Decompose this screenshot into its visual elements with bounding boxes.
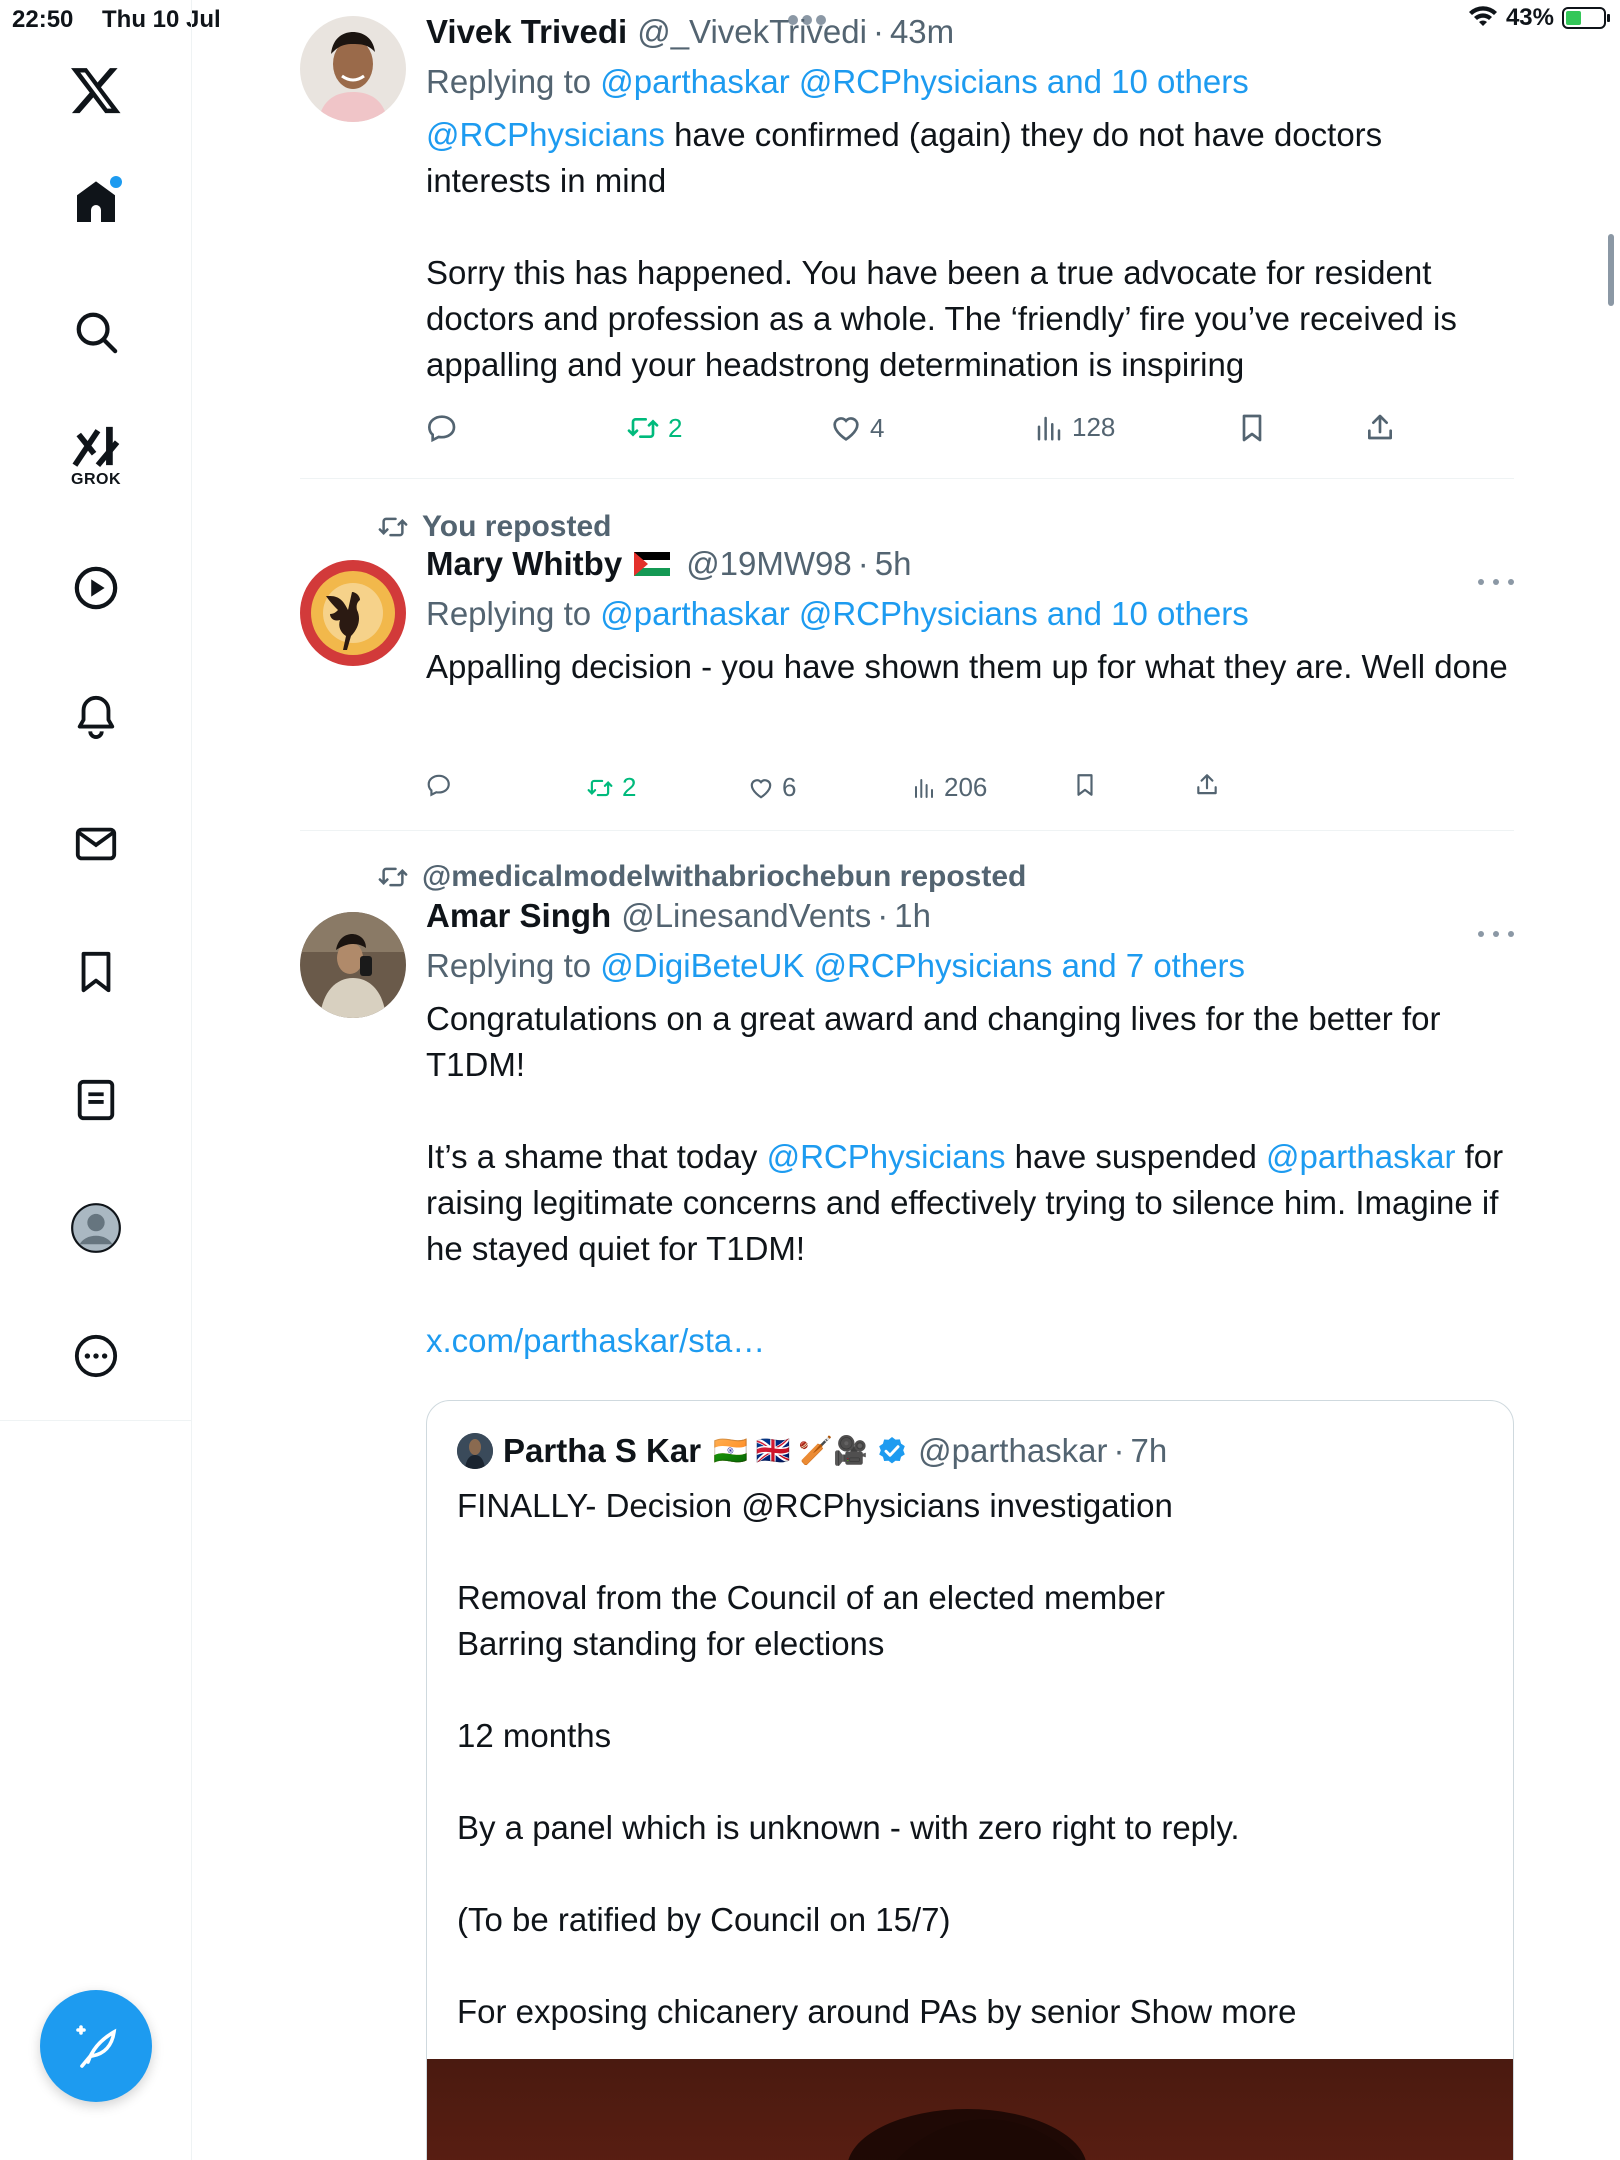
quoted-tweet-image[interactable] (427, 2059, 1513, 2160)
share-button[interactable] (1364, 412, 1396, 444)
tweet-text (426, 996, 1514, 1272)
views-chart-icon (1034, 413, 1064, 443)
tweet-content (426, 542, 1514, 690)
repost-context (376, 860, 1026, 894)
quoted-author-name[interactable]: Partha S Kar (503, 1432, 702, 1469)
replying-to (426, 944, 1514, 988)
x-logo-icon[interactable] (56, 50, 136, 130)
lists-icon[interactable] (56, 1060, 136, 1140)
quoted-author-avatar[interactable] (457, 1433, 493, 1469)
repost-button[interactable] (586, 772, 636, 803)
timestamp[interactable]: 5h (874, 545, 912, 582)
rail-divider (0, 1420, 192, 1421)
replying-to-accounts[interactable]: @parthaskar @RCPhysicians and 10 others (600, 595, 1249, 632)
quoted-tweet-body: FINALLY- Decision @RCPhysicians investigation Removal from the Council of an elected member Barring standing for elections 12 months By a panel which is unknown - with zero right to reply. (To be ratified by Council on 15/7) For exposing chicanery around PAs by senior (457, 1487, 1240, 2030)
bookmark-button[interactable] (1236, 412, 1268, 444)
battery-icon (1562, 7, 1606, 29)
heart-icon (830, 412, 862, 444)
messages-envelope-icon[interactable] (56, 804, 136, 884)
tweet-url-link[interactable]: x.com/parthaskar/sta… (426, 1322, 766, 1359)
reply-icon (426, 772, 452, 798)
bookmark-icon (1236, 412, 1268, 444)
like-button[interactable] (830, 412, 884, 444)
share-icon (1364, 412, 1396, 444)
repost-icon (376, 512, 410, 542)
repost-context-text[interactable]: @medicalmodelwithabriochebun reposted (422, 860, 1027, 893)
replying-to (426, 60, 1514, 104)
avatar[interactable] (300, 16, 406, 122)
tweet-header (426, 542, 1514, 586)
like-button[interactable] (748, 772, 796, 803)
repost-context-text[interactable]: You reposted (422, 510, 612, 543)
repost-button[interactable] (626, 412, 682, 444)
repost-count: 2 (668, 412, 683, 443)
tweet-text-part-2: have suspended (1005, 1138, 1267, 1175)
scrollbar-thumb[interactable] (1608, 234, 1614, 306)
views-button[interactable] (912, 772, 987, 803)
bookmark-button[interactable] (1072, 772, 1098, 798)
dot-separator: · (872, 13, 884, 50)
tweet-actions (426, 412, 1406, 452)
replying-to-accounts[interactable]: @parthaskar @RCPhysicians and 10 others (600, 63, 1249, 100)
status-time: 22:50 (12, 6, 74, 33)
view-count: 206 (944, 772, 988, 802)
quoted-tweet-text (457, 1483, 1483, 2035)
tweet-actions (426, 772, 1406, 812)
more-options-icon[interactable] (56, 1316, 136, 1396)
like-count: 4 (870, 412, 885, 443)
verified-badge-icon (876, 1435, 908, 1467)
compose-post-button[interactable] (40, 1990, 152, 2102)
author-handle[interactable]: @19MW98 (686, 545, 852, 582)
tweet-text-body: have confirmed (again) they do not have doctors interests in mind Sorry this has happened. You have been a true advocate for resident doctors and profession as a whole. The ‘friendly’ fire you’ve received is appalling and your headstrong determination is inspiring (426, 116, 1457, 383)
tweet-header (426, 894, 1514, 938)
left-navigation-rail (0, 0, 192, 2160)
repost-icon (626, 412, 660, 444)
quoted-tweet-card[interactable] (426, 1400, 1514, 2160)
palestine-flag-icon (634, 552, 670, 576)
tweet-divider (300, 830, 1514, 831)
author-handle[interactable]: @LinesandVents (621, 897, 872, 934)
search-icon[interactable] (56, 292, 136, 372)
mention-link[interactable]: @RCPhysicians (426, 116, 665, 153)
notifications-bell-icon[interactable] (56, 676, 136, 756)
heart-icon (748, 775, 774, 801)
dot-separator: · (857, 545, 869, 582)
avatar[interactable] (300, 560, 406, 666)
repost-icon (586, 775, 614, 801)
author-handle[interactable]: @_VivekTrivedi (637, 13, 867, 50)
repost-icon (376, 862, 410, 892)
video-play-icon[interactable] (56, 548, 136, 628)
timestamp[interactable]: 43m (889, 13, 955, 50)
views-button[interactable] (1034, 412, 1115, 443)
author-name[interactable]: Vivek Trivedi (426, 13, 628, 50)
tweet-content (426, 10, 1514, 388)
reply-icon (426, 412, 458, 444)
like-count: 6 (782, 772, 797, 802)
new-posts-dot (110, 176, 122, 188)
grok-icon[interactable] (56, 416, 136, 496)
status-date: Thu 10 Jul (102, 6, 221, 33)
share-button[interactable] (1194, 772, 1220, 798)
tweet-link-line (426, 1318, 1514, 1364)
timestamp[interactable]: 1h (894, 897, 931, 934)
views-chart-icon (912, 776, 936, 800)
replying-to-prefix: Replying to (426, 947, 601, 984)
mention-link[interactable]: @parthaskar (1266, 1138, 1456, 1175)
tweet-text: Appalling decision - you have shown them up for what they are. Well done (426, 648, 1508, 685)
reply-button[interactable] (426, 772, 452, 798)
quoted-tweet-content (457, 1429, 1483, 2035)
mention-link[interactable]: @RCPhysicians (766, 1138, 1006, 1175)
tweet-content (426, 894, 1514, 1364)
quoted-tweet-header (457, 1429, 1483, 1473)
author-name[interactable]: Amar Singh (426, 897, 612, 934)
home-icon[interactable] (56, 162, 136, 242)
replying-to (426, 592, 1514, 636)
battery-percent: 43% (1505, 4, 1554, 31)
replying-to-accounts[interactable]: @DigiBeteUK @RCPhysicians and 7 others (600, 947, 1246, 984)
grok-label: GROK (71, 471, 121, 488)
compose-feather-icon (72, 2022, 120, 2070)
avatar[interactable] (300, 912, 406, 1018)
quoted-timestamp[interactable]: 7h (1130, 1432, 1168, 1469)
view-count: 128 (1072, 412, 1116, 442)
quoted-author-handle[interactable]: @parthaskar (918, 1432, 1108, 1469)
more-options-icon[interactable] (1478, 572, 1514, 592)
repost-context (376, 510, 611, 544)
author-name[interactable]: Mary Whitby (426, 545, 623, 582)
more-options-icon[interactable] (1478, 924, 1514, 944)
tweet-text-part-3: for raising legitimate concerns and effectively trying to silence him. Imagine if he stayed quiet for T1DM! (426, 1138, 1513, 1267)
replying-to-prefix: Replying to (426, 63, 601, 100)
quoted-author-flags: 🇮🇳 🇬🇧 🏏🎥 (713, 1435, 869, 1466)
tweet-text-part-1: Congratulations on a great award and changing lives for the better for T1DM! It’s a shame that today (426, 1000, 1441, 1175)
show-more-link[interactable]: Show more (1129, 1993, 1297, 2030)
tweet-text (426, 112, 1514, 388)
share-icon (1194, 772, 1220, 798)
dot-separator: · (1113, 1432, 1125, 1469)
tweet-divider (300, 478, 1514, 479)
bookmark-icon (1072, 772, 1098, 798)
profile-avatar-icon[interactable] (56, 1188, 136, 1268)
tweet-header (426, 10, 1514, 54)
reply-button[interactable] (426, 412, 458, 444)
dot-separator: · (877, 897, 889, 934)
repost-count: 2 (622, 772, 637, 802)
bookmarks-icon[interactable] (56, 932, 136, 1012)
replying-to-prefix: Replying to (426, 595, 601, 632)
